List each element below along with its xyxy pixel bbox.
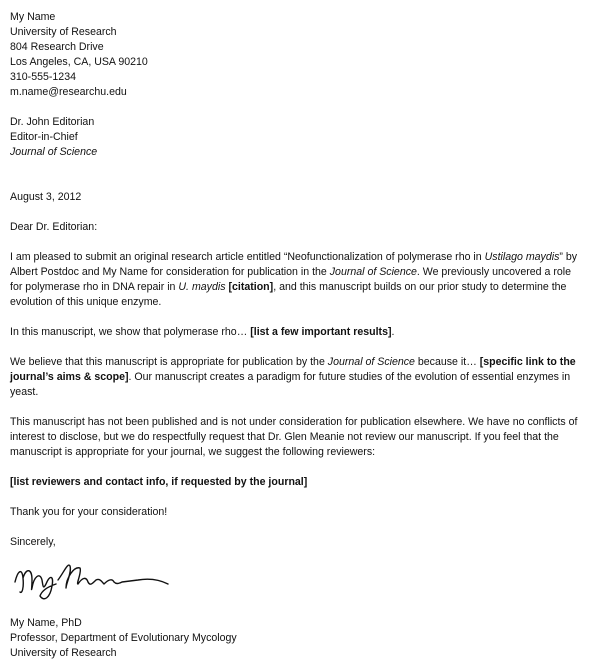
signer-name: My Name, PhD xyxy=(10,617,82,629)
closing: Sincerely, xyxy=(10,536,56,548)
paragraph-disclosure: This manuscript has not been published and is not under consideration for publication elsewhere. We have no conflicts of interest to disclose, but we do respectfully request that Dr. Glen Meanie not review our manuscript. If you feel that the manuscript is appropriate for your journal, we suggest the following reviewers: xyxy=(10,416,578,458)
paragraph-intro: I am pleased to submit an original research article entitled “Neofunctionalization of polymerase rho in Ustilago maydis” by Albert Postdoc and My Name for consideration for publication in the Journal of Science. We previously uncovered a role for polymerase rho in DNA repair in U. maydis [citation], and this manuscript builds on our prior study to determine the evolution of this unique enzyme. xyxy=(10,251,578,308)
sender-name: My Name xyxy=(10,11,56,23)
recipient-journal: Journal of Science xyxy=(10,146,98,158)
results-placeholder: [list a few important results] xyxy=(250,326,392,338)
sender-phone: 310-555-1234 xyxy=(10,71,76,83)
signature-block xyxy=(10,616,585,661)
cover-letter xyxy=(10,10,585,661)
paragraph-fit: We believe that this manuscript is appropriate for publication by the Journal of Science because it… [specific link to the journal’s aims & scope]. Our manuscript creates a paradigm for future studies of the evolution of essential enzymes in yeast. xyxy=(10,356,576,398)
recipient-title: Editor-in-Chief xyxy=(10,131,78,143)
sender-city: Los Angeles, CA, USA 90210 xyxy=(10,56,148,68)
recipient-name: Dr. John Editorian xyxy=(10,116,95,128)
recipient-address-block xyxy=(10,115,585,160)
sender-email: m.name@researchu.edu xyxy=(10,86,127,98)
thanks-line: Thank you for your consideration! xyxy=(10,506,168,518)
signer-title: Professor, Department of Evolutionary Mycology xyxy=(10,632,237,644)
reviewers-placeholder: [list reviewers and contact info, if requested by the journal] xyxy=(10,476,308,488)
sender-address-block xyxy=(10,10,585,100)
signer-institution: University of Research xyxy=(10,647,117,659)
handwritten-signature xyxy=(10,550,585,616)
citation-placeholder: [citation] xyxy=(228,281,274,293)
letter-date: August 3, 2012 xyxy=(10,191,82,203)
scope-placeholder: [specific link to the journal’s aims & scope] xyxy=(10,356,576,383)
sender-institution: University of Research xyxy=(10,26,117,38)
salutation: Dear Dr. Editorian: xyxy=(10,221,98,233)
sender-street: 804 Research Drive xyxy=(10,41,104,53)
paragraph-results: In this manuscript, we show that polymerase rho… [list a few important results]. xyxy=(10,326,395,338)
